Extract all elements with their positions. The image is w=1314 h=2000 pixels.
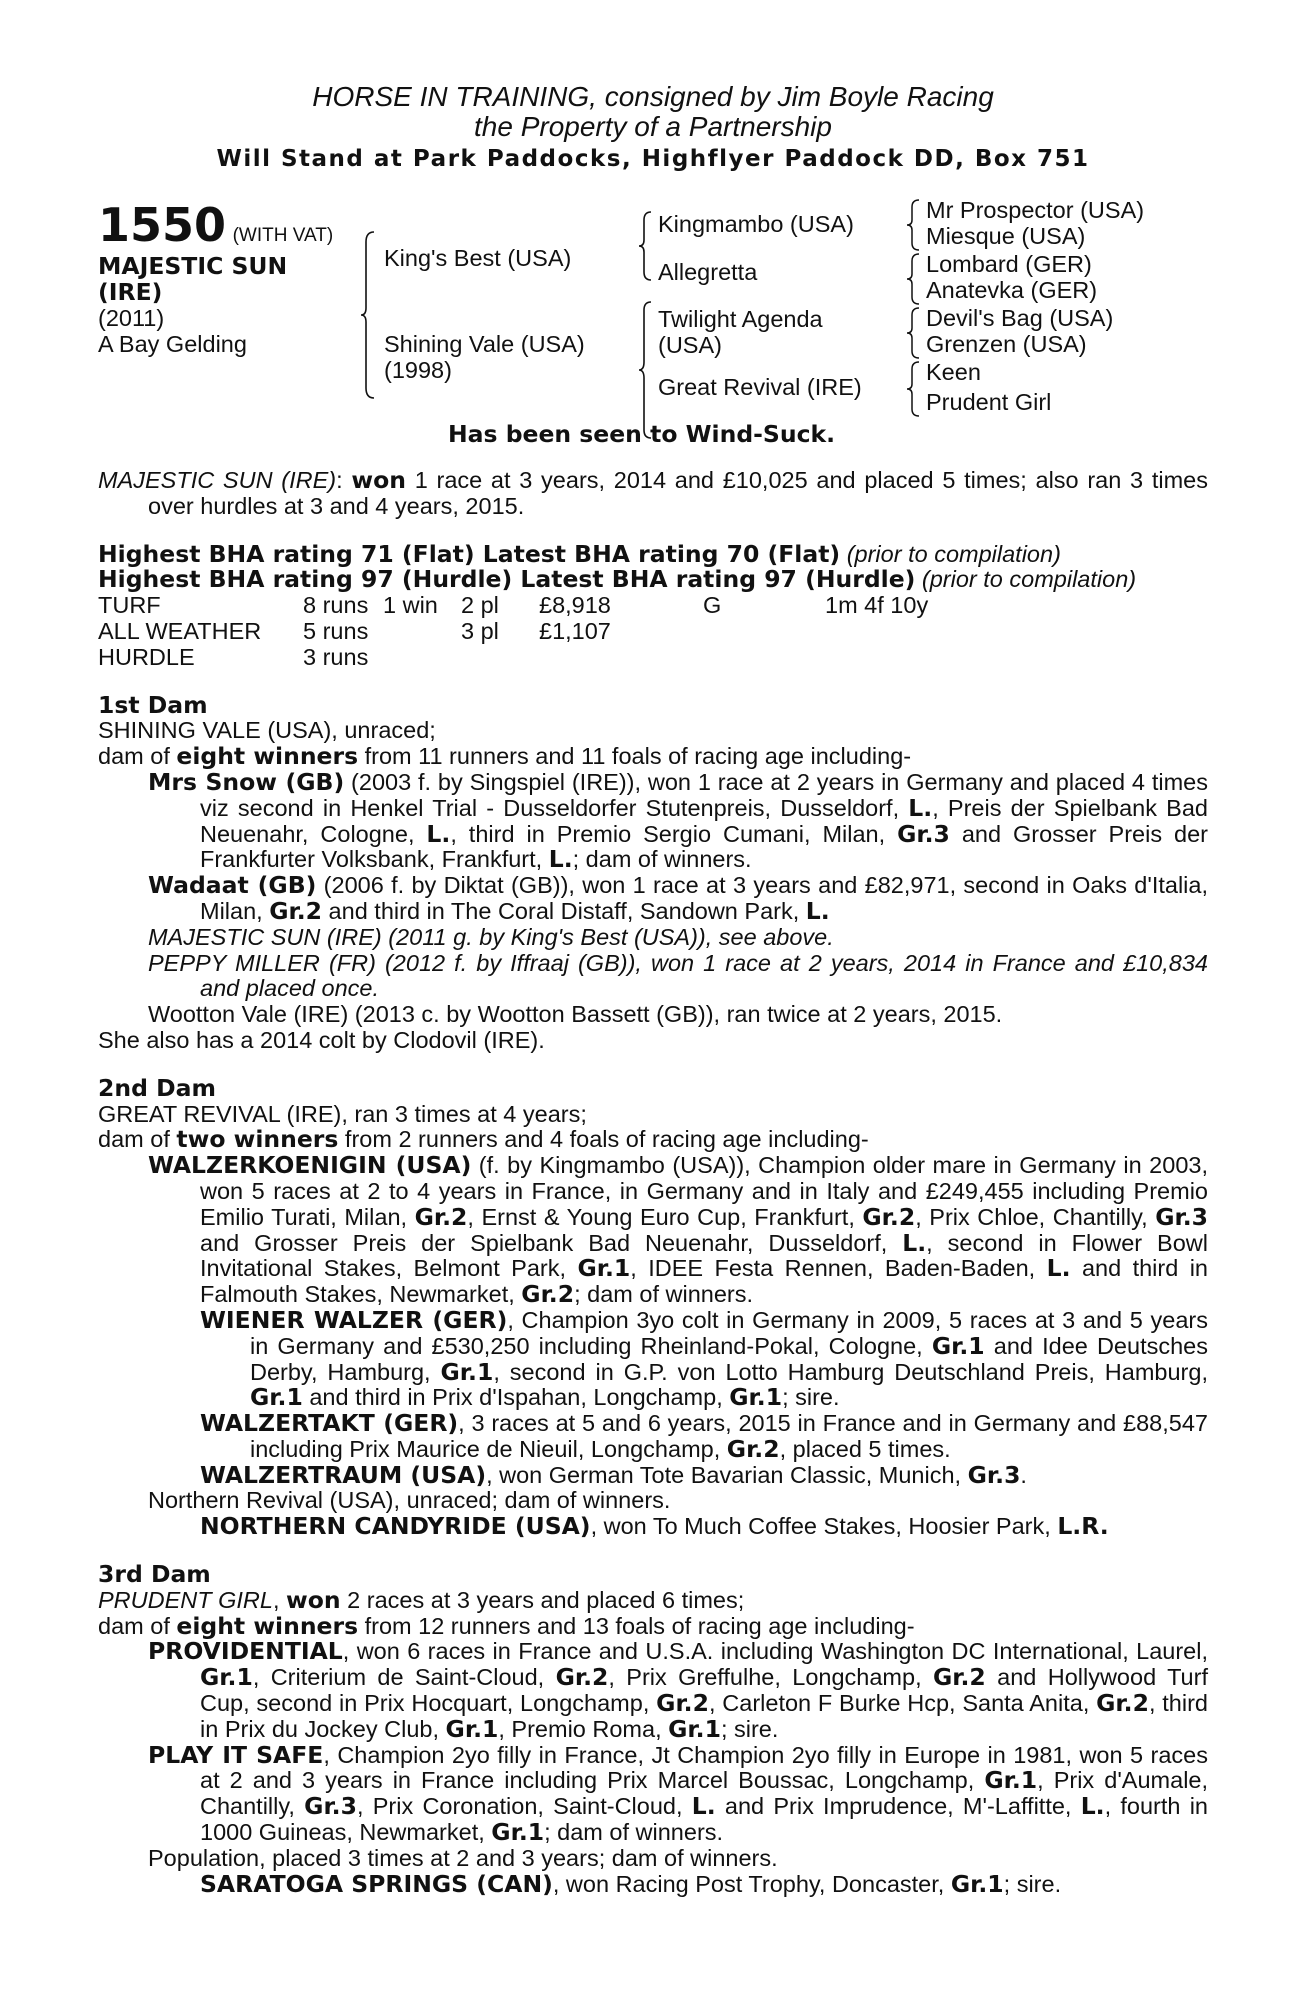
produce-note: She also has a 2014 colt by Clodovil (IRE). (98, 1026, 545, 1053)
dam-year: (1998) (384, 357, 452, 383)
consignor-line: HORSE IN TRAINING, consigned by Jim Boyle Racing (312, 81, 994, 112)
text: . (1020, 1461, 1027, 1488)
text: and third in The Coral Distaff, Sandown Park, (322, 897, 806, 924)
stat-wins (383, 619, 461, 645)
stat-runs: 5 runs (303, 617, 369, 644)
stat-placed (461, 645, 539, 671)
grade: Gr.2 (269, 896, 323, 925)
produce-entry (98, 1460, 1208, 1489)
text: , second in Flower Bowl Invitational Stakes, Belmont Park, (200, 1229, 1208, 1282)
text: , Prix Greffulhe, Longchamp, (608, 1664, 933, 1691)
text: , won 6 races in France and U.S.A. including Washington DC International, Laurel, (342, 1638, 1208, 1665)
stat-going (703, 619, 825, 645)
won: won (286, 1585, 341, 1614)
text: , Champion 2yo filly in France, Jt Champion 2yo filly in Europe in 1981, won 5 races at 2 and 3 years in France including Prix Marcel Boussac, Longchamp, (200, 1741, 1209, 1794)
text: , Prix d'Aumale, Chantilly, (200, 1767, 1209, 1820)
grade: Gr.3 (304, 1792, 357, 1821)
first-dam-section (98, 690, 1208, 1054)
gen3-dds: Keen (926, 359, 981, 385)
produce-name: WALZERKOENIGIN (USA) (148, 1151, 472, 1180)
race-summary: MAJESTIC SUN (IRE): won 1 race at 3 years, 2014 and £10,025 and placed 5 times; also ran 3 times over hurdles at 3 and 4 years, 2015. (98, 466, 1208, 519)
grade: L. (908, 793, 933, 822)
text: , Criterium de Saint-Cloud, (252, 1664, 556, 1691)
foaling-year: (2011) (98, 305, 165, 331)
text: , Carleton F Burke Hcp, Santa Anita, (708, 1690, 1097, 1717)
grade: Gr.1 (445, 1714, 499, 1743)
gen3-ssd: Miesque (USA) (926, 223, 1086, 249)
text: , Ernst & Young Euro Cup, Frankfurt, (467, 1203, 863, 1230)
text: , Premio Roma, (498, 1715, 669, 1742)
third-dam-produce (98, 1611, 1208, 1640)
horse-name: MAJESTIC SUN (98, 252, 288, 280)
text: , Champion 3yo colt in Germany in 2009, 5 races at 3 and 5 years in Germany and £530,250 including Rheinland-Pokal, Cologne, (250, 1306, 1209, 1359)
text: , third in Premio Sergio Cumani, Milan, (450, 820, 898, 847)
first-dam-line: SHINING VALE (USA), unraced; (98, 717, 436, 744)
produce-entry: PEPPY MILLER (FR) (2012 f. by Iffraaj (GB)), won 1 race at 2 years, 2014 in France and £10,834 and placed once. (148, 949, 1208, 1002)
text: and Prix Imprudence, M'-Laffitte, (715, 1793, 1081, 1820)
text: from 12 runners and 13 foals of racing age including- (358, 1612, 915, 1639)
stats-row-hurdle (98, 645, 1208, 671)
text: dam of (98, 743, 177, 770)
text: and Grosser Preis der Spielbank Bad Neuenahr, Dusseldorf, (200, 1229, 903, 1256)
third-dam-section (98, 1562, 1208, 1897)
produce-entry (98, 1153, 1208, 1308)
text: , IDEE Festa Rennen, Baden-Baden, (630, 1255, 1047, 1282)
produce-entry (98, 1305, 1209, 1412)
grade: Gr.1 (250, 1383, 303, 1412)
summary-won: won (351, 466, 406, 494)
lot-number-row (98, 200, 333, 250)
grade: Gr.2 (862, 1202, 916, 1231)
hurdle-rating-note: (prior to compilation) (921, 566, 1137, 593)
text: and Idee Deutsches Derby, Hamburg, (250, 1332, 1208, 1385)
produce-entry (98, 873, 1208, 925)
flat-rating-note: (prior to compilation) (846, 540, 1061, 567)
grade: Gr.2 (932, 1663, 986, 1692)
text: , Prix Chloe, Chantilly, (915, 1203, 1156, 1230)
property-line: the Property of a Partnership (474, 111, 832, 142)
brace-gen3-2 (906, 252, 922, 306)
stat-going: G (703, 592, 722, 619)
dam-dam: Great Revival (IRE) (658, 374, 862, 400)
text: , Preis der Spielbank Bad Neuenahr, Cologne, (200, 794, 1208, 847)
text: ; dam of winners. (574, 1281, 754, 1308)
grade: Gr.2 (521, 1280, 575, 1309)
grade: Gr.1 (200, 1663, 253, 1692)
second-dam-produce (98, 1127, 1208, 1153)
stat-distance (825, 619, 1025, 645)
stat-wins: 1 win (383, 592, 438, 619)
stat-runs: 8 runs (303, 592, 369, 619)
summary-text: 1 race at 3 years, 2014 and £10,025 and placed 5 times; also ran 3 times over hurdles at 3 and 4 years, 2015. (148, 467, 1208, 519)
grade: Gr.1 (577, 1254, 631, 1283)
winners-count: eight winners (176, 1611, 359, 1640)
produce-name: Mrs Snow (GB) (148, 767, 345, 796)
grade: L. (805, 896, 830, 925)
grade: L. (426, 819, 451, 848)
catalogue-page (98, 82, 1208, 1897)
gen3-dss: Devil's Bag (USA) (926, 305, 1114, 331)
text: ; sire. (782, 1384, 840, 1411)
text: ; dam of winners. (572, 846, 752, 873)
stat-going (703, 645, 825, 671)
stat-distance (825, 645, 1025, 671)
text: (2003 f. by Singspiel (IRE)), won 1 race at 2 years in Germany and placed 4 times viz second in Henkel Trial - Dusseldorfer Stutenpreis, Dusseldorf, (200, 768, 1208, 821)
grade: L. (1080, 1792, 1105, 1821)
grade: Gr.1 (931, 1331, 985, 1360)
text: dam of (98, 1612, 177, 1639)
vat-note: (WITH VAT) (232, 225, 334, 246)
text: , fourth in 1000 Guineas, Newmarket, (200, 1793, 1208, 1846)
grade: Gr.1 (984, 1766, 1038, 1795)
produce-name: WIENER WALZER (GER) (200, 1305, 508, 1334)
produce-name: PLAY IT SAFE (148, 1740, 324, 1769)
lot-header (98, 82, 1208, 176)
brace-gen3-1 (906, 198, 922, 252)
gen3-sds: Lombard (GER) (926, 251, 1092, 277)
dam-sire-origin: (USA) (658, 332, 722, 358)
text: dam of (98, 1126, 177, 1153)
third-dam-line (98, 1585, 1208, 1614)
produce-name: Wadaat (GB) (148, 871, 317, 900)
gen3-dsd: Grenzen (USA) (926, 331, 1087, 357)
text: and Hollywood Turf Cup, second in Prix Hocquart, Longchamp, (200, 1664, 1208, 1717)
grade: L.R. (1057, 1512, 1109, 1541)
stat-wins (383, 645, 461, 671)
location-line: Will Stand at Park Paddocks, Highflyer Paddock DD, Box 751 (216, 146, 1090, 172)
sire-dam-brace (360, 230, 378, 400)
stat-distance: 1m 4f 10y (825, 592, 929, 619)
produce-name: WALZERTRAUM (USA) (200, 1460, 487, 1489)
text: , 3 races at 5 and 6 years, 2015 in France and in Germany and £88,547 including Prix Maurice de Nieuil, Longchamp, (250, 1410, 1208, 1462)
second-dam-line: GREAT REVIVAL (IRE), ran 3 times at 4 years; (98, 1100, 587, 1127)
stat-label: ALL WEATHER (98, 617, 262, 644)
flat-rating: Highest BHA rating 71 (Flat) Latest BHA rating 70 (Flat) (98, 539, 841, 568)
grade: Gr.2 (414, 1202, 468, 1231)
stat-label: HURDLE (98, 643, 195, 670)
grade: Gr.3 (1155, 1202, 1208, 1231)
first-dam-heading: 1st Dam (98, 690, 208, 719)
text: (f. by Kingmambo (USA)), Champion older mare in Germany in 2003, won 5 races at 2 to 4 years in France, in Germany and in Italy and £249,455 including Premio Emilio Turati, Milan, (200, 1152, 1208, 1230)
sire: King's Best (USA) (384, 245, 572, 271)
second-dam-heading: 2nd Dam (98, 1073, 216, 1102)
text: , second in G.P. von Lotto Hamburg Deutschland Preis, Hamburg, (493, 1358, 1208, 1385)
grade: L. (691, 1792, 716, 1821)
dam-line-brace (638, 300, 654, 440)
text: and third in Falmouth Stakes, Newmarket, (200, 1255, 1208, 1308)
text: , won German Tote Bavarian Classic, Munich, (486, 1461, 968, 1488)
lot-number: 1550 (98, 198, 227, 252)
grade: L. (902, 1228, 927, 1257)
grade: Gr.2 (1096, 1689, 1149, 1718)
produce-name: PROVIDENTIAL (148, 1637, 343, 1666)
brace-gen3-4 (906, 360, 922, 418)
stat-label: TURF (98, 592, 161, 619)
produce-name: WALZERTAKT (GER) (200, 1409, 459, 1438)
text: ; sire. (720, 1715, 779, 1742)
text: 2 races at 3 years and placed 6 times; (340, 1586, 745, 1613)
text: , placed 5 times. (779, 1435, 951, 1462)
gen3-sdd: Anatevka (GER) (926, 277, 1098, 303)
stat-earnings: £8,918 (539, 592, 611, 619)
produce-entry (98, 767, 1208, 874)
horse-description: A Bay Gelding (98, 331, 247, 357)
hurdle-rating: Highest BHA rating 97 (Hurdle) Latest BHA rating 97 (Hurdle) (98, 565, 916, 594)
produce-entry: Northern Revival (USA), unraced; dam of winners. (148, 1487, 671, 1514)
text: ; dam of winners. (544, 1819, 724, 1846)
grade: Gr.3 (897, 819, 950, 848)
text: , Prix Coronation, Saint-Cloud, (356, 1793, 692, 1820)
grade: Gr.2 (726, 1434, 780, 1463)
stat-earnings (539, 645, 703, 671)
text: and Grosser Preis der Frankfurter Volksbank, Frankfurt, (200, 820, 1208, 873)
produce-name: SARATOGA SPRINGS (CAN) (200, 1869, 553, 1898)
stat-runs: 3 runs (303, 643, 369, 670)
gen3-ddd: Prudent Girl (926, 389, 1052, 415)
brace-gen3-3 (906, 306, 922, 360)
produce-entry: Population, placed 3 times at 2 and 3 years; dam of winners. (148, 1844, 778, 1871)
summary-horse-name: MAJESTIC SUN (IRE) (98, 467, 337, 493)
stat-placed: 3 pl (461, 617, 499, 644)
text: , won To Much Coffee Stakes, Hoosier Park, (590, 1513, 1058, 1540)
produce-entry: Wootton Vale (IRE) (2013 c. by Wootton Bassett (GB)), ran twice at 2 years, 2015. (148, 1001, 1003, 1028)
text: , won Racing Post Trophy, Doncaster, (552, 1870, 951, 1897)
gen3-sss: Mr Prospector (USA) (926, 197, 1145, 223)
grade: L. (548, 845, 573, 874)
sire-line-brace (638, 210, 654, 282)
grade: Gr.3 (967, 1460, 1021, 1489)
grade: L. (1046, 1254, 1071, 1283)
grade: Gr.1 (729, 1383, 783, 1412)
text: from 11 runners and 11 foals of racing age including- (358, 743, 912, 770)
produce-entry (98, 1869, 1208, 1898)
sire-sire: Kingmambo (USA) (658, 211, 854, 237)
produce-entry (98, 1411, 1208, 1463)
grade: Gr.1 (668, 1714, 721, 1743)
dam-sire: Twilight Agenda (658, 306, 823, 332)
produce-name: NORTHERN CANDYRIDE (USA) (200, 1512, 591, 1541)
produce-entry: MAJESTIC SUN (IRE) (2011 g. by King's Best (USA)), see above. (148, 923, 834, 950)
stats-row-turf (98, 593, 1208, 619)
text: and third in Prix d'Ispahan, Longchamp, (302, 1384, 730, 1411)
produce-entry (98, 1740, 1209, 1847)
text: , third in Prix du Jockey Club, (200, 1690, 1208, 1742)
text: , (272, 1586, 287, 1613)
grade: Gr.1 (950, 1869, 1004, 1898)
winners-count: eight winners (176, 742, 359, 771)
ratings-block (98, 539, 1208, 671)
produce-entry (98, 1639, 1208, 1742)
text: ; sire. (1003, 1870, 1062, 1897)
third-dam-heading: 3rd Dam (98, 1560, 211, 1589)
sire-dam: Allegretta (658, 259, 758, 285)
second-dam-section (98, 1073, 1209, 1541)
grade: Gr.1 (491, 1818, 545, 1847)
winners-count: two winners (176, 1125, 339, 1154)
horse-origin: (IRE) (98, 278, 163, 306)
pedigree-table (98, 197, 1208, 458)
first-dam-produce (98, 744, 1208, 770)
grade: Gr.2 (555, 1663, 609, 1692)
stats-row-all-weather (98, 619, 1208, 645)
text: (2006 f. by Diktat (GB)), won 1 race at 3 years and £82,971, second in Oaks d'Italia, Milan, (200, 872, 1208, 924)
dam: Shining Vale (USA) (384, 331, 585, 357)
stat-placed: 2 pl (461, 592, 499, 619)
text: from 2 runners and 4 foals of racing age including- (338, 1126, 869, 1153)
dam-name: PRUDENT GIRL (98, 1586, 273, 1613)
wind-suck-note: Has been seen to Wind-Suck. (448, 420, 836, 448)
stat-earnings: £1,107 (539, 617, 611, 644)
grade: Gr.2 (656, 1689, 709, 1718)
grade: Gr.1 (440, 1357, 494, 1386)
produce-entry (98, 1514, 1208, 1540)
